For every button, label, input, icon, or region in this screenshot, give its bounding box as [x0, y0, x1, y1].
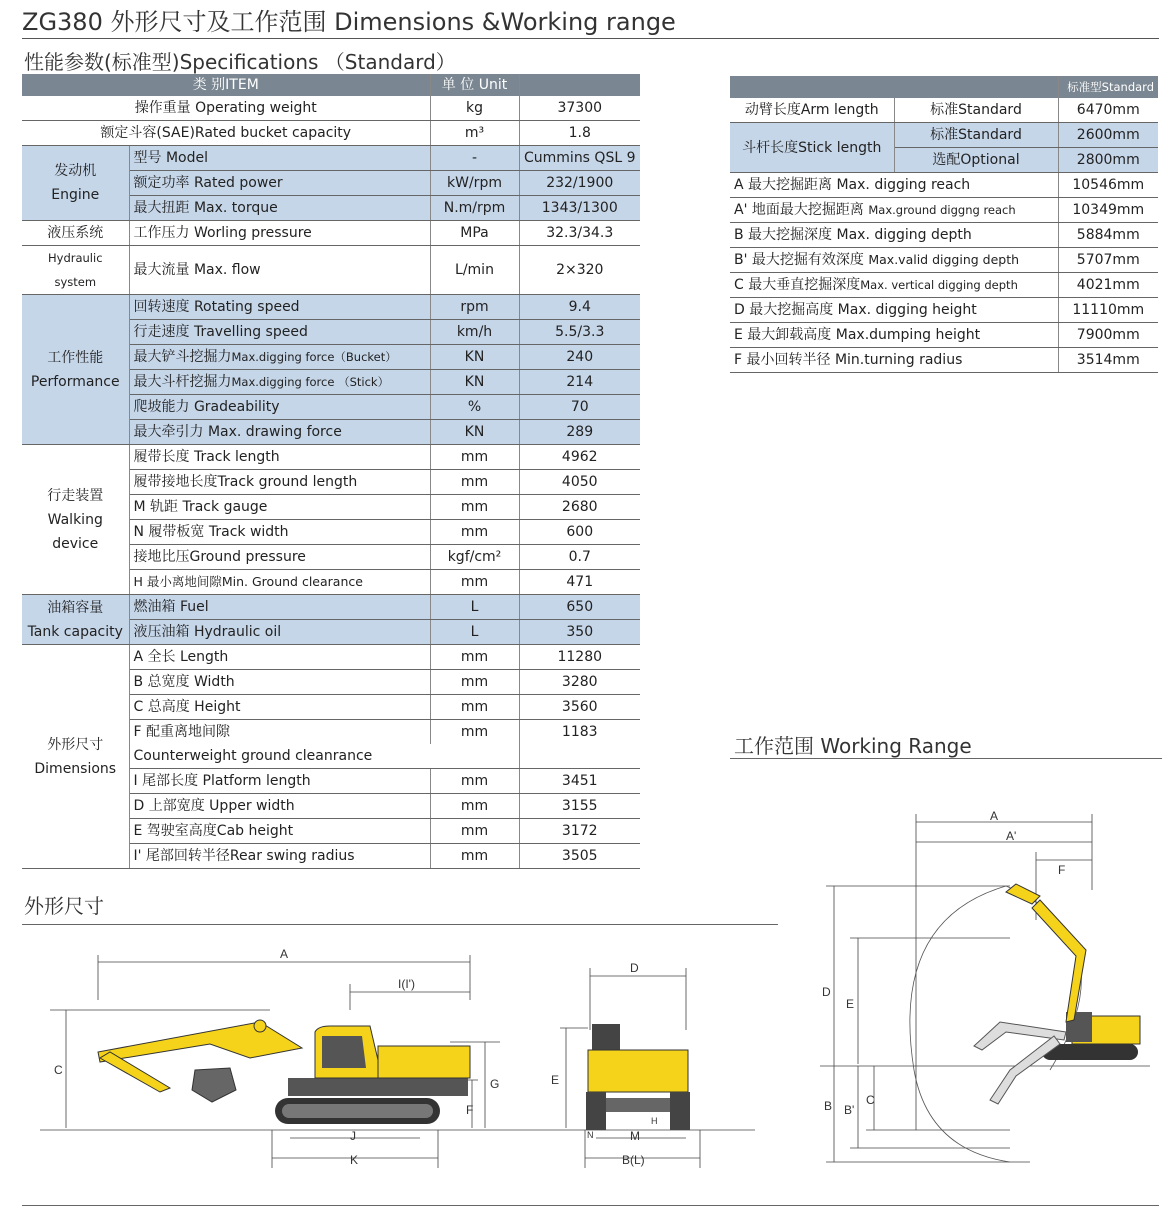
row-label: I 尾部长度 Platform length — [129, 769, 430, 794]
row-unit: mm — [430, 670, 519, 695]
row-label: 行走速度 Travelling speed — [129, 320, 430, 345]
table-row — [730, 123, 1158, 148]
range-label-b: B — [824, 1099, 833, 1113]
dim-label-k: K — [350, 1153, 359, 1167]
row-unit: mm — [430, 570, 519, 595]
range-label-cn: C 最大垂直挖掘深度 — [734, 277, 861, 293]
row-label: 接地比压Ground pressure — [129, 545, 430, 570]
row-unit: KN — [430, 420, 519, 445]
row-unit: L/min — [430, 246, 519, 295]
range-row-label: D 最大挖掘高度 Max. digging height — [730, 298, 1058, 323]
row-label-2: Counterweight ground cleanrance — [129, 744, 430, 769]
range-table — [730, 76, 1158, 373]
range-row-label: A 最大挖掘距离 Max. digging reach — [730, 173, 1058, 198]
spec-subtitle: 性能参数(标准型)Specifications （Standard） — [24, 50, 456, 74]
row-label-cn: 最大斗杆挖掘力 — [133, 374, 232, 390]
group-tank: 油箱容量 Tank capacity — [22, 595, 129, 645]
range-row-value: 3514mm — [1058, 348, 1158, 373]
range-label-b2: B' — [844, 1103, 855, 1117]
table-row — [730, 173, 1158, 198]
row-unit: mm — [430, 844, 519, 869]
row-label: 最大扭距 Max. torque — [129, 196, 430, 221]
range-stick-label: 斗杆长度Stick length — [730, 123, 894, 173]
range-row-value: 5884mm — [1058, 223, 1158, 248]
table-row — [730, 198, 1158, 223]
row-unit: mm — [430, 819, 519, 844]
row-value: 214 — [519, 370, 640, 395]
range-row-label: E 最大卸载高度 Max.dumping height — [730, 323, 1058, 348]
working-range-divider — [730, 758, 1162, 759]
row-unit: mm — [430, 495, 519, 520]
table-row — [22, 445, 640, 470]
dim-label-c: C — [54, 1063, 63, 1077]
dimensions-divider — [22, 924, 778, 925]
row-label: 回转速度 Rotating speed — [129, 295, 430, 320]
working-range-title: 工作范围 Working Range — [734, 734, 972, 758]
row-unit: mm — [430, 720, 519, 769]
excavator-range — [974, 884, 1140, 1104]
dim-label-bl: B(L) — [622, 1153, 645, 1167]
row-value: Cummins QSL 9 — [519, 146, 640, 171]
row-label — [129, 370, 430, 395]
group-dimensions: 外形尺寸 Dimensions — [22, 645, 129, 869]
group-walking: 行走装置 Walking device — [22, 445, 129, 595]
title-divider — [22, 38, 1159, 39]
dim-label-f: F — [466, 1103, 474, 1117]
row-value: 3451 — [519, 769, 640, 794]
range-label-a: A — [990, 809, 999, 823]
range-label-f: F — [1058, 863, 1066, 877]
group-hydraulic-cn: 液压系统 — [22, 221, 129, 246]
range-label-a2: A' — [1006, 829, 1017, 843]
range-row-value: 4021mm — [1058, 273, 1158, 298]
row-value: 350 — [519, 620, 640, 645]
row-value: 2×320 — [519, 246, 640, 295]
table-row — [22, 295, 640, 320]
row-value: 5.5/3.3 — [519, 320, 640, 345]
page-title: ZG380 外形尺寸及工作范围 Dimensions &Working range — [22, 8, 676, 36]
row-unit: % — [430, 395, 519, 420]
row-value: 4962 — [519, 445, 640, 470]
row-unit: L — [430, 620, 519, 645]
row-unit: kW/rpm — [430, 171, 519, 196]
table-row — [22, 96, 640, 121]
group-performance: 工作性能 Performance — [22, 295, 129, 445]
row-value: 600 — [519, 520, 640, 545]
table-row — [730, 298, 1158, 323]
group-hydraulic-en: Hydraulic system — [22, 246, 129, 295]
table-row — [730, 323, 1158, 348]
row-value: 1.8 — [519, 121, 640, 146]
range-label-e: E — [846, 997, 855, 1011]
row-label-en: Max.digging force（Bucket） — [231, 350, 397, 364]
table-row — [22, 221, 640, 246]
dim-label-j: J — [350, 1129, 356, 1143]
range-arm-value: 6470mm — [1058, 98, 1158, 123]
table-row — [22, 121, 640, 146]
excavator-side — [98, 1020, 470, 1124]
range-row-value: 5707mm — [1058, 248, 1158, 273]
row-unit: L — [430, 595, 519, 620]
dim-label-g: G — [490, 1077, 500, 1091]
table-row — [730, 98, 1158, 123]
range-label-en: Max. vertical digging depth — [860, 278, 1018, 292]
range-row-value: 7900mm — [1058, 323, 1158, 348]
dim-label-m: M — [630, 1129, 640, 1143]
row-value: 37300 — [519, 96, 640, 121]
row-unit: - — [430, 146, 519, 171]
row-label: 液压油箱 Hydraulic oil — [129, 620, 430, 645]
row-value: 11280 — [519, 645, 640, 670]
row-label: 型号 Model — [129, 146, 430, 171]
range-label-c: C — [866, 1093, 875, 1107]
row-value: 240 — [519, 345, 640, 370]
row-label: 工作压力 Worling pressure — [129, 221, 430, 246]
table-row — [730, 348, 1158, 373]
spec-table — [22, 74, 640, 869]
range-arm-label: 动臂长度Arm length — [730, 98, 894, 123]
row-value: 471 — [519, 570, 640, 595]
row-value: 3280 — [519, 670, 640, 695]
dim-label-i: I(I') — [398, 977, 415, 991]
row-label: 最大流量 Max. flow — [129, 246, 430, 295]
row-value: 3505 — [519, 844, 640, 869]
range-header-row — [730, 76, 1158, 98]
row-unit: MPa — [430, 221, 519, 246]
table-row — [730, 248, 1158, 273]
range-label-cn: B' 最大挖掘有效深度 — [734, 252, 864, 268]
row-label: 额定功率 Rated power — [129, 171, 430, 196]
row-label: H 最小离地间隙Min. Ground clearance — [129, 570, 430, 595]
row-label: 最大牵引力 Max. drawing force — [129, 420, 430, 445]
dim-label-n: N — [587, 1130, 594, 1140]
dimensions-title: 外形尺寸 — [24, 894, 104, 918]
row-unit: mm — [430, 520, 519, 545]
row-unit: kgf/cm² — [430, 545, 519, 570]
row-value: 32.3/34.3 — [519, 221, 640, 246]
range-row-label — [730, 273, 1058, 298]
row-label: A 全长 Length — [129, 645, 430, 670]
row-label: 操作重量 Operating weight — [22, 96, 430, 121]
spec-header-row — [22, 74, 640, 96]
table-row — [730, 223, 1158, 248]
row-value: 3155 — [519, 794, 640, 819]
row-value: 3172 — [519, 819, 640, 844]
range-row-label: F 最小回转半径 Min.turning radius — [730, 348, 1058, 373]
range-header-standard: 标准型Standard — [1058, 76, 1158, 98]
range-arm-option: 标准Standard — [894, 98, 1058, 123]
row-unit: KN — [430, 370, 519, 395]
row-label: N 履带板宽 Track width — [129, 520, 430, 545]
row-label: 额定斗容(SAE)Rated bucket capacity — [22, 121, 430, 146]
row-label: I' 尾部回转半径Rear swing radius — [129, 844, 430, 869]
range-label-d: D — [822, 985, 831, 999]
group-engine: 发动机 Engine — [22, 146, 129, 221]
row-value: 9.4 — [519, 295, 640, 320]
row-label: M 轨距 Track gauge — [129, 495, 430, 520]
row-unit: N.m/rpm — [430, 196, 519, 221]
spec-header-item: 类 别ITEM — [22, 74, 430, 96]
row-unit: km/h — [430, 320, 519, 345]
row-label: E 驾驶室高度Cab height — [129, 819, 430, 844]
excavator-front — [586, 1024, 690, 1130]
dim-label-a: A — [280, 947, 289, 961]
row-label: F 配重离地间隙 — [129, 720, 430, 745]
table-row — [22, 595, 640, 620]
range-stick-value: 2800mm — [1058, 148, 1158, 173]
row-value: 232/1900 — [519, 171, 640, 196]
row-label: B 总宽度 Width — [129, 670, 430, 695]
row-label — [129, 345, 430, 370]
working-range-diagram — [810, 800, 1160, 1172]
row-label: 履带长度 Track length — [129, 445, 430, 470]
range-row-label — [730, 248, 1058, 273]
table-row — [730, 273, 1158, 298]
row-value: 70 — [519, 395, 640, 420]
table-row — [22, 645, 640, 670]
side-view-diagram — [40, 940, 760, 1180]
range-stick-value: 2600mm — [1058, 123, 1158, 148]
row-unit: mm — [430, 695, 519, 720]
row-label: 爬坡能力 Gradeability — [129, 395, 430, 420]
row-unit: m³ — [430, 121, 519, 146]
row-unit: mm — [430, 769, 519, 794]
row-value: 650 — [519, 595, 640, 620]
spec-header-unit: 单 位 Unit — [430, 74, 519, 96]
range-stick-option: 选配Optional — [894, 148, 1058, 173]
dim-label-h: H — [651, 1116, 658, 1126]
range-row-value: 10349mm — [1058, 198, 1158, 223]
dim-label-e: E — [551, 1073, 560, 1087]
row-value: 2680 — [519, 495, 640, 520]
range-label-en: Max.ground diggng reach — [868, 203, 1016, 217]
row-unit: mm — [430, 645, 519, 670]
row-value: 1183 — [519, 720, 640, 769]
row-value: 3560 — [519, 695, 640, 720]
bottom-divider — [22, 1205, 1159, 1206]
row-unit: kg — [430, 96, 519, 121]
row-unit: mm — [430, 794, 519, 819]
range-row-value: 10546mm — [1058, 173, 1158, 198]
range-row-value: 11110mm — [1058, 298, 1158, 323]
row-unit: mm — [430, 445, 519, 470]
range-label-en: Max.valid digging depth — [868, 252, 1020, 267]
table-row — [22, 146, 640, 171]
row-label: 燃油箱 Fuel — [129, 595, 430, 620]
range-stick-option: 标准Standard — [894, 123, 1058, 148]
range-label-cn: A' 地面最大挖掘距离 — [734, 202, 864, 218]
row-label: D 上部宽度 Upper width — [129, 794, 430, 819]
range-row-label: B 最大挖掘深度 Max. digging depth — [730, 223, 1058, 248]
row-value: 0.7 — [519, 545, 640, 570]
range-row-label — [730, 198, 1058, 223]
row-value: 4050 — [519, 470, 640, 495]
row-value: 289 — [519, 420, 640, 445]
row-unit: mm — [430, 470, 519, 495]
row-label-en: Max.digging force （Stick） — [231, 375, 390, 389]
row-label: 履带接地长度Track ground length — [129, 470, 430, 495]
table-row — [22, 246, 640, 295]
dim-label-d: D — [630, 961, 639, 975]
row-unit: rpm — [430, 295, 519, 320]
row-label: C 总高度 Height — [129, 695, 430, 720]
row-label-cn: 最大铲斗挖掘力 — [133, 349, 232, 365]
row-unit: KN — [430, 345, 519, 370]
row-value: 1343/1300 — [519, 196, 640, 221]
